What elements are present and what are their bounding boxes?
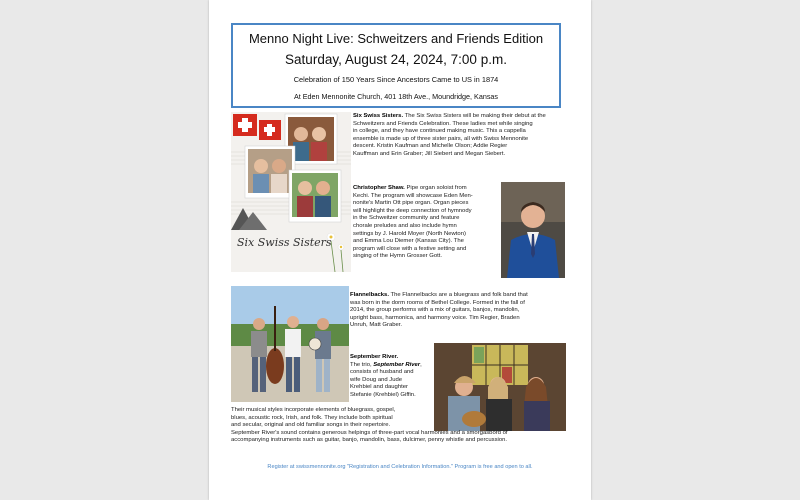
six-swiss-sisters-collage	[231, 112, 351, 272]
six-swiss-sisters-text	[353, 113, 585, 159]
text-line: Unruh, Matt Graber.	[350, 322, 403, 329]
september-river-intro: September River. The trio, September River, consists of husband and wife Doug and Jude Krehbiel and daughter Stefanie (Krehbiel) Giffin.	[350, 354, 434, 400]
text-line: upright bass, harmonica, and harmony voice. Tim Regier, Braden	[350, 314, 520, 321]
text-line: nonite's Martin Ott pipe organ. Organ pieces	[353, 200, 469, 207]
registration-footer: Register at swissmennonite.org "Registration and Celebration Information." Program is free and open to all.	[267, 464, 533, 470]
text-line: and Emma Lou Diemer (Kansas City). The	[353, 238, 464, 245]
text-line: wife Doug and Jude	[350, 376, 403, 383]
christopher-shaw-name: Christopher Shaw.	[353, 185, 405, 191]
flannelbacks-photo	[231, 286, 349, 402]
event-date: Saturday, August 24, 2024, 7:00 p.m.	[285, 52, 507, 67]
text-line: Stefanie (Krehbiel) Giffin.	[350, 391, 416, 398]
text-line: The Flannelbacks are a bluegrass and folk band that	[390, 292, 528, 298]
text-line: singing of the Hymn Grosser Gott.	[353, 253, 443, 260]
text-line: Kauffman and Erin Graber; Jill Siebert and Megan Siebert.	[353, 150, 506, 157]
text-line: Kechi. The program will showcase Eden Men-	[353, 192, 473, 199]
september-river-text	[231, 407, 581, 445]
text-line: in the Schweitzer community and feature	[353, 215, 460, 222]
september-river-name: September River	[350, 354, 397, 360]
six-swiss-sisters-name: Six Swiss Sisters.	[353, 113, 404, 119]
text-line: and secular, original and old familiar songs in their repertoire.	[231, 422, 391, 429]
text-line: blues, acoustic rock, Irish, and folk. They include both spiritual	[231, 414, 393, 421]
text-line: ensemble is made up of three sister pairs, all with Swiss Mennonite	[353, 135, 529, 142]
christopher-shaw-photo	[501, 182, 565, 278]
text-line: descent. Kristin Kaufman and Michelle Olson; Addie Regier	[353, 143, 508, 150]
event-location: At Eden Mennonite Church, 401 18th Ave., Moundridge, Kansas	[293, 92, 499, 101]
text-line: 2014, the group performs with a mix of guitars, banjos, mandolin,	[350, 307, 520, 314]
flannelbacks-text	[350, 292, 586, 330]
event-title: Menno Night Live: Schweitzers and Friends Edition	[248, 31, 544, 46]
september-river-italic: September River	[373, 361, 421, 368]
text-line: will highlight the deep connection of hymnody	[353, 207, 472, 214]
six-swiss-sisters-caption: Six Swiss Sisters	[237, 236, 332, 249]
flyer-page	[209, 0, 591, 500]
text-line: September River's sound contains generous helpings of three-part vocal harmonies and a smorgasbord of	[231, 429, 508, 436]
flannelbacks-name: Flannelbacks.	[350, 292, 389, 298]
portrait-graphic	[501, 182, 565, 278]
christopher-shaw-text	[353, 185, 501, 261]
text-line: settings by J. Harold Moyer (North Newton)	[353, 230, 466, 237]
text-line: Pipe organ soloist from	[406, 185, 467, 191]
header-box	[231, 23, 561, 108]
text-line: Schweitzers and Friends Celebration. These ladies met while singing	[353, 120, 533, 127]
text-line: The trio,	[350, 361, 372, 368]
text-line: consists of husband and	[350, 369, 414, 376]
text-line: was born in the dorm rooms of Bethel College. Formed in the fall of	[350, 299, 525, 306]
text-line: Krehbiel and daughter	[350, 384, 408, 391]
text-line: accompanying instruments such as guitar, banjo, mandolin, bass, dulcimer, penny whistle and percussion.	[231, 437, 508, 444]
text-line: Their musical styles incorporate elements of bluegrass, gospel,	[231, 407, 396, 413]
text-line: chorale preludes and also include hymn	[353, 222, 457, 229]
text-line: The Six Swiss Sisters will be making their debut at the	[404, 113, 546, 119]
band-graphic	[231, 286, 349, 402]
text-line: program will close with a festive setting and	[353, 245, 467, 252]
event-subtitle: Celebration of 150 Years Since Ancestors Came to US in 1874	[293, 75, 499, 84]
text-line: in college, and they have continued making music. This a cappella	[353, 128, 526, 135]
